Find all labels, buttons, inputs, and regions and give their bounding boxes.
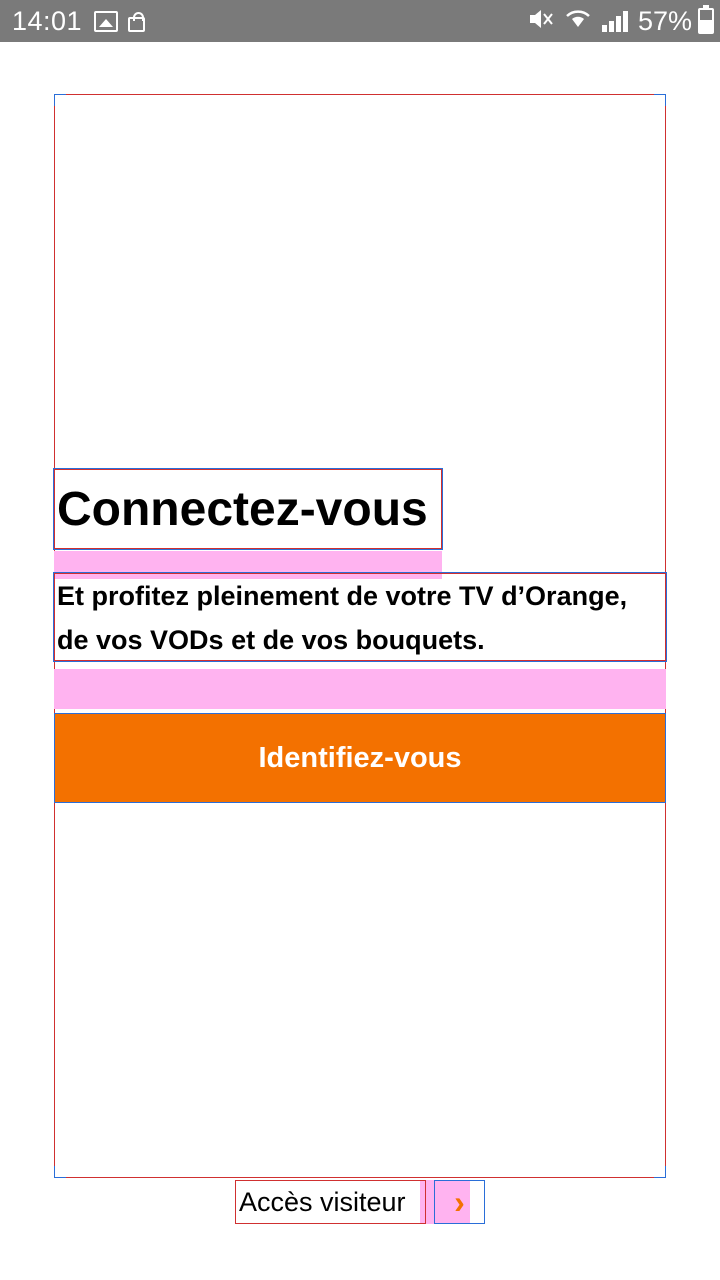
signal-icon: [602, 10, 630, 32]
guest-access-label[interactable]: Accès visiteur: [235, 1180, 426, 1224]
battery-icon: [698, 8, 714, 34]
subtitle-highlight: [54, 669, 666, 709]
wifi-icon: [564, 8, 592, 35]
status-bar-right-group: [528, 0, 714, 42]
chevron-right-icon[interactable]: ›: [434, 1180, 485, 1224]
login-button[interactable]: Identifiez-vous: [54, 713, 666, 803]
image-icon: [94, 11, 118, 32]
battery-percent-label: 57%: [637, 6, 692, 36]
status-clock: 14:01: [12, 6, 83, 36]
app-content: [0, 42, 720, 1280]
lock-icon: [128, 17, 145, 32]
status-bar: [0, 0, 720, 42]
page-title: Connectez-vous: [54, 469, 442, 549]
page-subtitle: Et profitez pleinement de votre TV d’Orange, de vos VODs et de vos bouquets.: [54, 573, 666, 661]
guest-access-row[interactable]: [235, 1180, 485, 1224]
mute-icon: [528, 7, 554, 36]
